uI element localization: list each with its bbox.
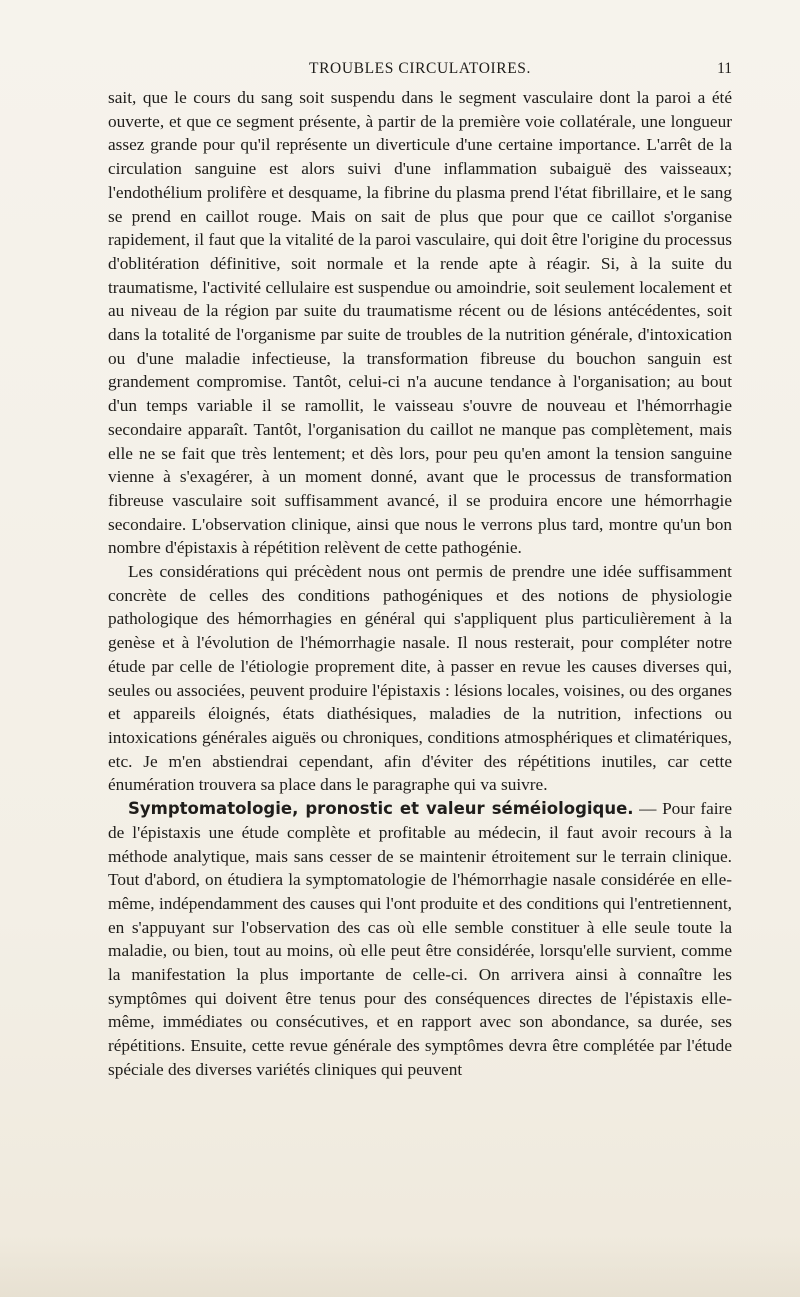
section-text: — Pour faire de l'épistaxis une étude complète et profitable au médecin, il faut avoir recours à la méthode analytique, mais sans cesser de se maintenir étroitement sur le terrain clinique. Tout d'abord, on étudiera la symptomatologie de l'hémorrhagie nasale considérée en elle-même, indépendamment des causes qui l'ont produite et des conditions qui l'entretiennent, en s'appuyant sur l'observation des cas où elle semble constituer à elle seule toute la maladie, ou bien, tout au moins, où elle peut être considérée, lorsqu'elle survient, comme la manifestation la plus importante de celle-ci. On arrivera ainsi à connaître les symptômes qui doivent être tenus pour des conséquences directes de l'épistaxis elle-même, immédiates ou consécutives, et en rapport avec son abondance, sa durée, ses répétitions. Ensuite, cette revue générale des symptômes devra être complétée par l'étude spéciale des diverses variétés cliniques qui peuvent: [108, 799, 732, 1079]
page-body: [108, 86, 732, 1082]
page-number: 11: [717, 60, 732, 77]
section-title: Symptomatologie, pronostic et valeur séméiologique.: [128, 799, 634, 819]
paragraph-1: sait, que le cours du sang soit suspendu dans le segment vasculaire dont la paroi a été ouverte, et que ce segment présente, à partir de la première voie collatérale, une longueur assez grande pour qu'il représente un diverticule d'une certaine importance. L'arrêt de la circulation sanguine est alors suivi d'une inflammation subaiguë des vaisseaux; l'endothélium prolifère et desquame, la fibrine du plasma prend l'état fibrillaire, et le sang se prend en caillot rouge. Mais on sait de plus que pour que ce caillot s'organise rapidement, il faut que la vitalité de la paroi vasculaire, qui doit être l'origine du processus d'oblitération définitive, soit normale et la rende apte à réagir. Si, à la suite du traumatisme, l'activité cellulaire est suspendue ou amoindrie, soit seulement localement et au niveau de la région par suite du traumatisme récent ou de lésions antécédentes, soit dans la totalité de l'organisme par suite de troubles de la nutrition générale, d'intoxication ou d'une maladie infectieuse, la transformation fibreuse du bouchon sanguin est grandement compromise. Tantôt, celui-ci n'a aucune tendance à l'organisation; au bout d'un temps variable il se ramollit, le vaisseau s'ouvre de nouveau et l'hémorrhagie secondaire apparaît. Tantôt, l'organisation du caillot ne manque pas complètement, mais elle ne se fait que très lentement; et dès lors, pour peu qu'en amont la tension sanguine vienne à s'exagérer, à un moment donné, avant que le processus de transformation fibreuse vasculaire soit suffisamment avancé, il se produira encore une hémorrhagie secondaire. L'observation clinique, ainsi que nous le verrons plus tard, montre qu'un bon nombre d'épistaxis à répétition relèvent de cette pathogénie.: [108, 88, 732, 558]
section-paragraph: [108, 797, 732, 1081]
page-bottom-shading: [0, 1237, 800, 1297]
paragraph-2: Les considérations qui précèdent nous ont permis de prendre une idée suffisamment concrète de celles des conditions pathogéniques et des notions de physiologie pathologique des hémorrhagies en général qui s'appliquent plus particulièrement à la genèse et à l'évolution de l'hémorrhagie nasale. Il nous resterait, pour compléter notre étude par celle de l'étiologie proprement dite, à passer en revue les causes diverses qui, seules ou associées, peuvent produire l'épistaxis : lésions locales, voisines, ou des organes et appareils éloignés, états diathésiques, maladies de la nutrition, infections ou intoxications générales aiguës ou chroniques, conditions atmosphériques et climatériques, etc. Je m'en abstiendrai cependant, afin d'éviter des répétitions inutiles, car cette énumération trouvera sa place dans le paragraphe qui va suivre.: [108, 562, 732, 795]
page-header: [108, 58, 732, 82]
running-title: TROUBLES CIRCULATOIRES.: [309, 60, 531, 77]
